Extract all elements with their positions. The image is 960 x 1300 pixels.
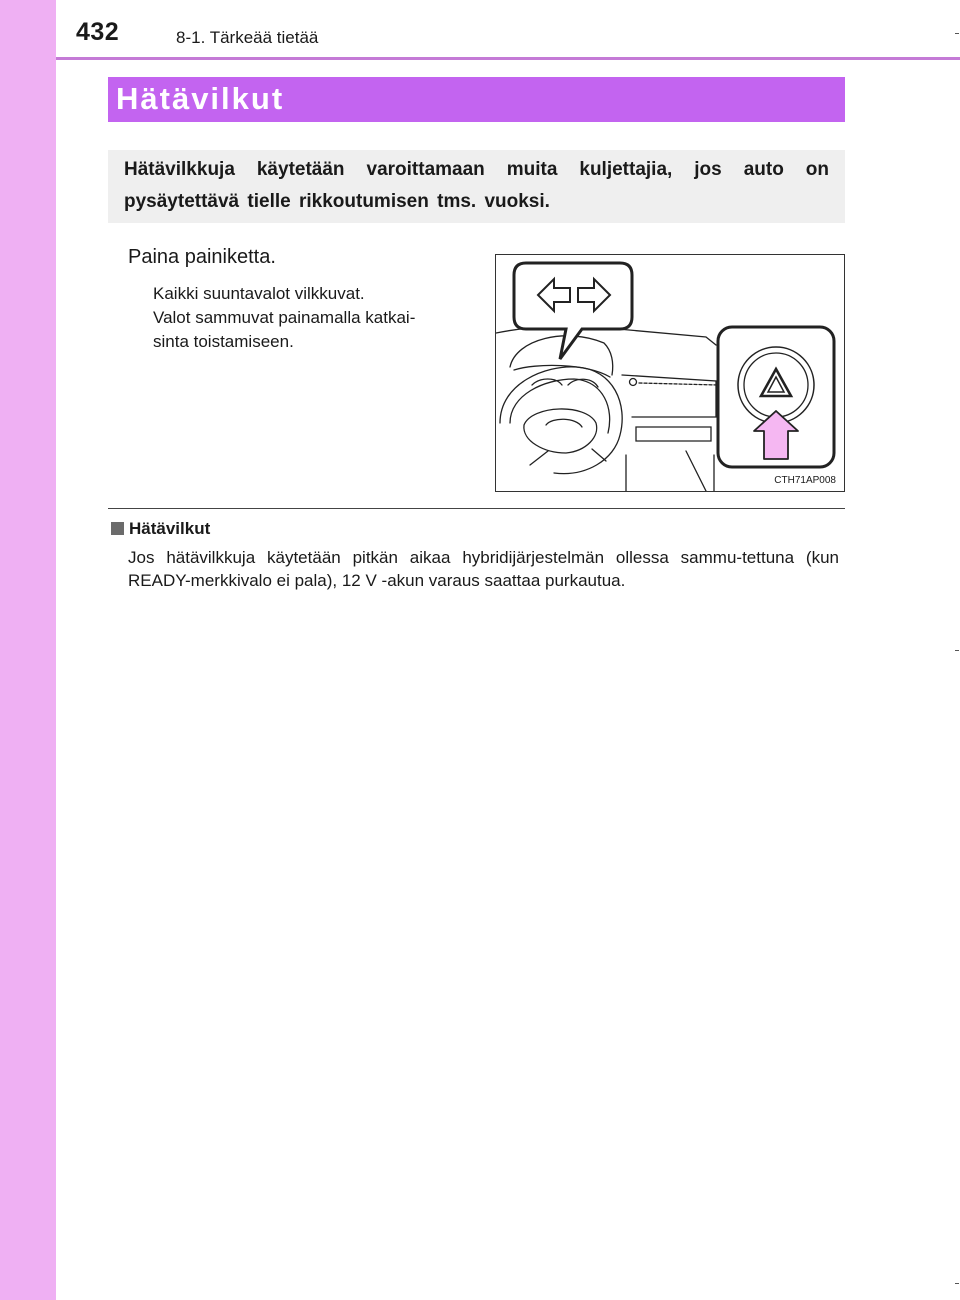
intro-box (108, 150, 845, 223)
note-title: Hätävilkut (129, 519, 211, 538)
step-line: sinta toistamiseen. (153, 332, 294, 351)
crop-mark (955, 650, 959, 651)
side-color-strip (0, 0, 56, 1300)
step-line: Valot sammuvat painamalla katkai- (153, 308, 416, 327)
step-line: Kaikki suuntavalot vilkkuvat. (153, 284, 365, 303)
note-body: Jos hätävilkkuja käytetään pitkän aikaa hybridijärjestelmän ollessa sammu-tettuna (kun READY-merkkivalo ei pala), 12 V -akun varaus saattaa purkautua. (128, 548, 839, 590)
bullet-square-icon (111, 522, 124, 535)
crop-mark (955, 1283, 959, 1284)
figure-code: CTH71AP008 (774, 475, 836, 486)
crop-mark (955, 33, 959, 34)
page-number: 432 (76, 18, 120, 46)
header-divider (56, 57, 960, 60)
section-title-bar (108, 77, 845, 122)
intro-text: Hätävilkkuja käytetään varoittamaan muita kuljettajia, jos auto on pysäytettävä tielle rikkoutumisen tms. vuoksi. (124, 159, 829, 212)
hazard-button-illustration (495, 254, 845, 492)
step-label: Paina painiketta. (128, 246, 276, 268)
dashboard-drawing (496, 255, 845, 492)
breadcrumb: 8-1. Tärkeää tietää (176, 28, 319, 47)
note-heading (111, 519, 210, 539)
step-description (153, 282, 478, 354)
section-title: Hätävilkut (116, 81, 285, 116)
section-divider (108, 508, 845, 509)
